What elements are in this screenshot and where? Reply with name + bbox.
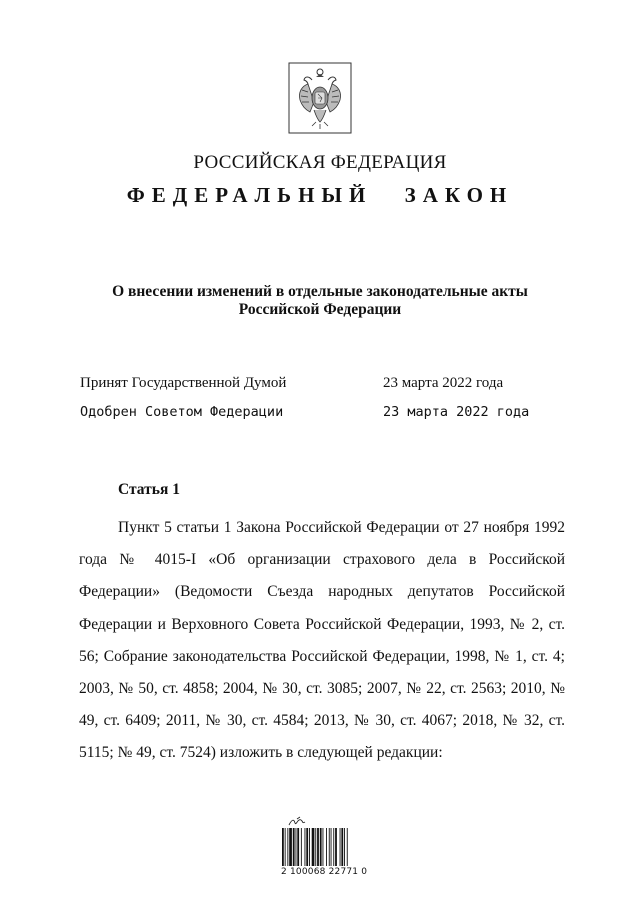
- approval-label: Одобрен Советом Федерации: [80, 404, 284, 420]
- law-title-line-2: Российской Федерации: [238, 301, 402, 318]
- document-type-word-2: ЗАКОН: [404, 183, 514, 207]
- article-heading: Статья 1: [118, 481, 180, 498]
- law-title: [60, 283, 580, 319]
- article-body: Пункт 5 статьи 1 Закона Российской Федерации от 27 ноября 1992 года № 4015-I «Об организации страхового дела в Российской Федерации» (Ведомости Съезда народных депутатов Российской Федерации и Верховного Совета Российской Федерации, 1993, № 2, ст. 56; Собрание законодательства Российской Федерации, 1998, № 1, ст. 4; 2003, № 50, ст. 4858; 2004, № 30, ст. 3085; 2007, № 22, ст. 2563; 2010, № 49, ст. 6409; 2011, № 30, ст. 4584; 2013, № 30, ст. 4067; 2018, № 32, ст. 5115; № 49, ст. 7524) изложить в следующей редакции:: [79, 519, 565, 762]
- approval-date: 23 марта 2022 года: [383, 404, 530, 420]
- barcode-icon: [281, 828, 367, 866]
- state-emblem-icon: [288, 62, 352, 134]
- law-title-line-1: О внесении изменений в отдельные законодательные акты: [112, 283, 528, 300]
- country-name: РОССИЙСКАЯ ФЕДЕРАЦИЯ: [193, 152, 447, 173]
- barcode-number: 2 100068 22771 0: [281, 867, 368, 877]
- document-type-word-1: ФЕДЕРАЛЬНЫЙ: [126, 183, 373, 207]
- signature-mark-icon: [287, 816, 311, 828]
- document-type: [0, 183, 640, 208]
- adoption-date: 23 марта 2022 года: [383, 375, 504, 391]
- barcode: [281, 816, 367, 880]
- adoption-label: Принят Государственной Думой: [80, 375, 287, 391]
